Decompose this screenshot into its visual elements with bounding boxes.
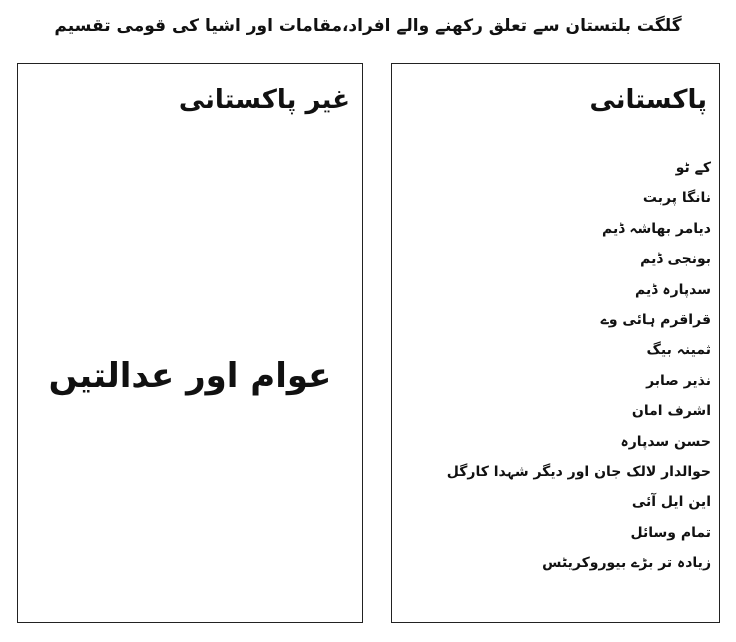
list-item: حسن سدپارہ — [620, 433, 711, 450]
pakistani-panel — [391, 63, 720, 623]
list-item: حوالدار لالک جان اور دیگر شہدا کارگل — [446, 463, 711, 480]
list-item: کے ٹو — [675, 160, 711, 176]
list-item: دیامر بھاشہ ڈیم — [601, 220, 711, 237]
list-item: این ایل آئی — [631, 494, 711, 511]
people-and-courts-text: عوام اور عدالتیں — [48, 356, 332, 396]
list-item: نذیر صابر — [646, 372, 711, 389]
list-item: زیادہ تر بڑے بیوروکریٹس — [542, 555, 711, 572]
pakistani-heading: پاکستانی — [589, 85, 707, 115]
pakistani-items-list — [447, 153, 711, 578]
page-title: گلگت بلتستان سے تعلق رکھنے والے افراد،مقامات اور اشیا کی قومی تقسیم — [54, 16, 682, 36]
list-item: قراقرم ہائی وے — [600, 311, 711, 328]
list-item: اشرف امان — [631, 403, 711, 420]
list-item: سدپارہ ڈیم — [635, 281, 711, 298]
non-pakistani-heading: غیر پاکستانی — [178, 85, 350, 115]
list-item: نانگا پربت — [642, 190, 711, 207]
list-item: بونجی ڈیم — [640, 251, 711, 268]
list-item: تمام وسائل — [630, 524, 711, 541]
list-item: ثمینہ بیگ — [646, 342, 711, 359]
non-pakistani-panel — [17, 63, 363, 623]
